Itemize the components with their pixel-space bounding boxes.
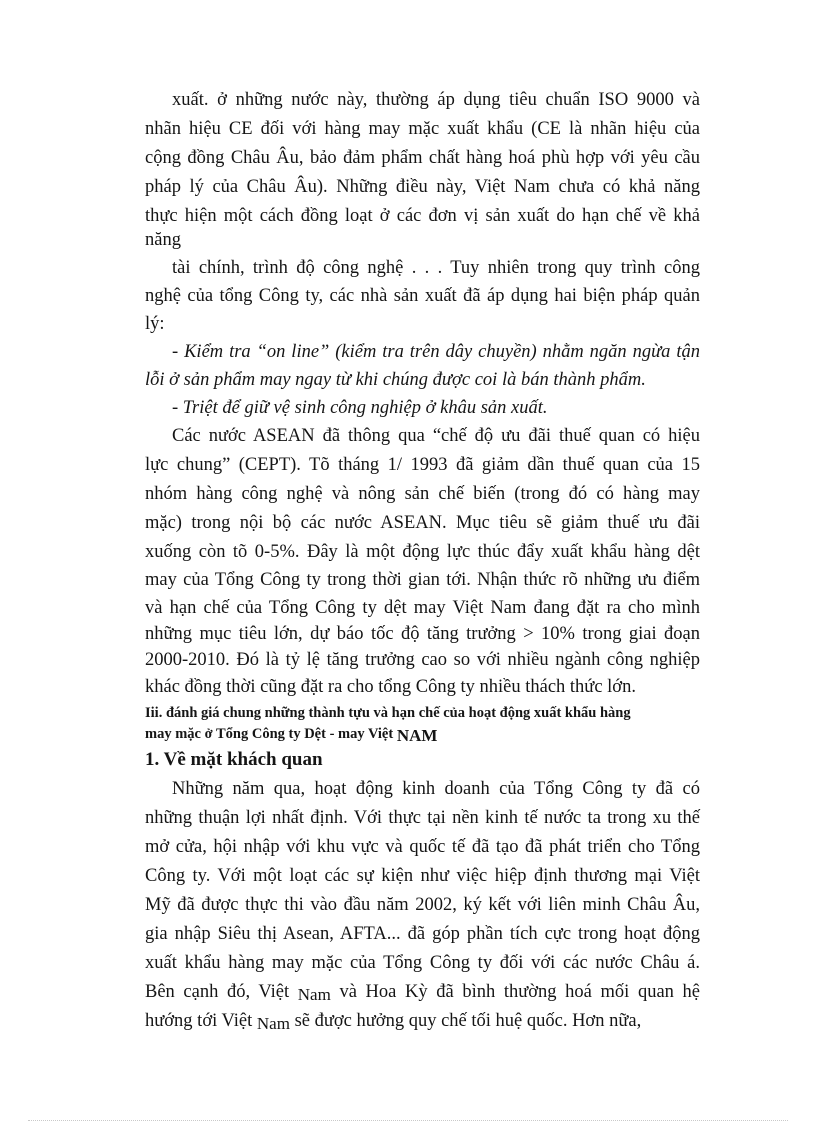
text-line: những thuận lợi nhất định. Với thực tại nền kinh tế nước ta trong xu thế xyxy=(145,808,700,828)
text-line: thực hiện một cách đồng loạt ở các đơn vị sản xuất do hạn chế về khả xyxy=(145,206,700,226)
text-fragment-nam: Nam xyxy=(297,985,331,1004)
text-fragment: và Hoa Kỳ đã bình thường hoá mối quan hệ xyxy=(330,982,700,1002)
text-line: xuống còn tõ 0-5%. Đây là một động lực thúc đẩy xuất khẩu hàng dệt xyxy=(145,542,700,562)
section-heading: Iii. đánh giá chung những thành tựu và hạn chế của hoạt động xuất khẩu hàng xyxy=(145,705,631,721)
text-line: may của Tổng Công ty trong thời gian tới. Nhận thức rõ những ưu điểm xyxy=(145,570,700,590)
text-line: cộng đồng Châu Âu, bảo đảm phẩm chất hàng hoá phù hợp với yêu cầu xyxy=(145,148,700,168)
section-heading-tail: NAM xyxy=(396,726,438,745)
text-line: xuất khẩu hàng may mặc của Tổng Công ty đối với các nước Châu á. xyxy=(145,953,700,973)
text-fragment-nam: Nam xyxy=(256,1014,290,1033)
text-line: những mục tiêu lớn, dự báo tốc độ tăng trưởng > 10% trong giai đoạn xyxy=(145,624,700,644)
text-line: tài chính, trình độ công nghệ . . . Tuy nhiên trong quy trình công xyxy=(172,258,700,278)
page-bottom-border xyxy=(28,1120,788,1121)
bullet-item-continued: lỗi ở sản phẩm may ngay từ khi chúng được coi là bán thành phẩm. xyxy=(145,370,646,390)
text-fragment: sẽ được hưởng quy chế tối huệ quốc. Hơn nữa, xyxy=(289,1011,642,1031)
text-line: nghệ của tổng Công ty, các nhà sản xuất đã áp dụng hai biện pháp quản xyxy=(145,286,700,306)
text-fragment: hướng tới Việt xyxy=(145,1011,257,1031)
section-heading-text: may mặc ở Tổng Công ty Dệt - may Việt xyxy=(145,726,397,742)
text-line: năng xyxy=(145,230,181,250)
text-line: gia nhập Siêu thị Asean, AFTA... đã góp phần tích cực trong hoạt động xyxy=(145,924,700,944)
text-line xyxy=(145,980,700,1007)
text-line: khác đồng thời cũng đặt ra cho tổng Công ty nhiều thách thức lớn. xyxy=(145,677,636,697)
text-line: lực chung” (CEPT). Tõ tháng 1/ 1993 đã giảm dần thuế quan của 15 xyxy=(145,455,700,475)
text-line: Những năm qua, hoạt động kinh doanh của Tổng Công ty đã có xyxy=(172,779,700,799)
text-line: và hạn chế của Tổng Công ty dệt may Việt Nam đang đặt ra cho mình xyxy=(145,598,700,618)
text-line: Mỹ đã được thực thi vào đầu năm 2002, ký kết với liên minh Châu Âu, xyxy=(145,895,700,915)
subheading: 1. Về mặt khách quan xyxy=(145,749,323,770)
text-fragment: Bên cạnh đó, Việt xyxy=(145,982,298,1002)
text-line: lý: xyxy=(145,314,165,334)
text-line: xuất. ở những nước này, thường áp dụng tiêu chuẩn ISO 9000 và xyxy=(172,90,700,110)
text-line: nhóm hàng công nghệ và nông sản chế biến (trong đó có hàng may xyxy=(145,484,700,504)
text-line: mở cửa, hội nhập với khu vực và quốc tế đã tạo đã phát triển cho Tổng xyxy=(145,837,700,857)
text-line: nhãn hiệu CE đối với hàng may mặc xuất khẩu (CE là nhãn hiệu của xyxy=(145,119,700,139)
text-line: Các nước ASEAN đã thông qua “chế độ ưu đãi thuế quan có hiệu xyxy=(172,426,700,446)
section-heading-continued xyxy=(145,724,700,746)
text-line: Công ty. Với một loạt các sự kiện như việc hiệp định thương mại Việt xyxy=(145,866,700,886)
bullet-item: - Triệt để giữ vệ sinh công nghiệp ở khâu sản xuất. xyxy=(172,398,548,418)
text-line: pháp lý của Châu Âu). Những điều này, Việt Nam chưa có khả năng xyxy=(145,177,700,197)
text-line: mặc) trong nội bộ các nước ASEAN. Mục tiêu sẽ giảm thuế ưu đãi xyxy=(145,513,700,533)
bullet-item: - Kiểm tra “on line” (kiểm tra trên dây chuyền) nhằm ngăn ngừa tận xyxy=(172,342,700,362)
text-line: 2000-2010. Đó là tỷ lệ tăng trưởng cao so với nhiều ngành công nghiệp xyxy=(145,650,700,670)
text-line xyxy=(145,1009,700,1036)
